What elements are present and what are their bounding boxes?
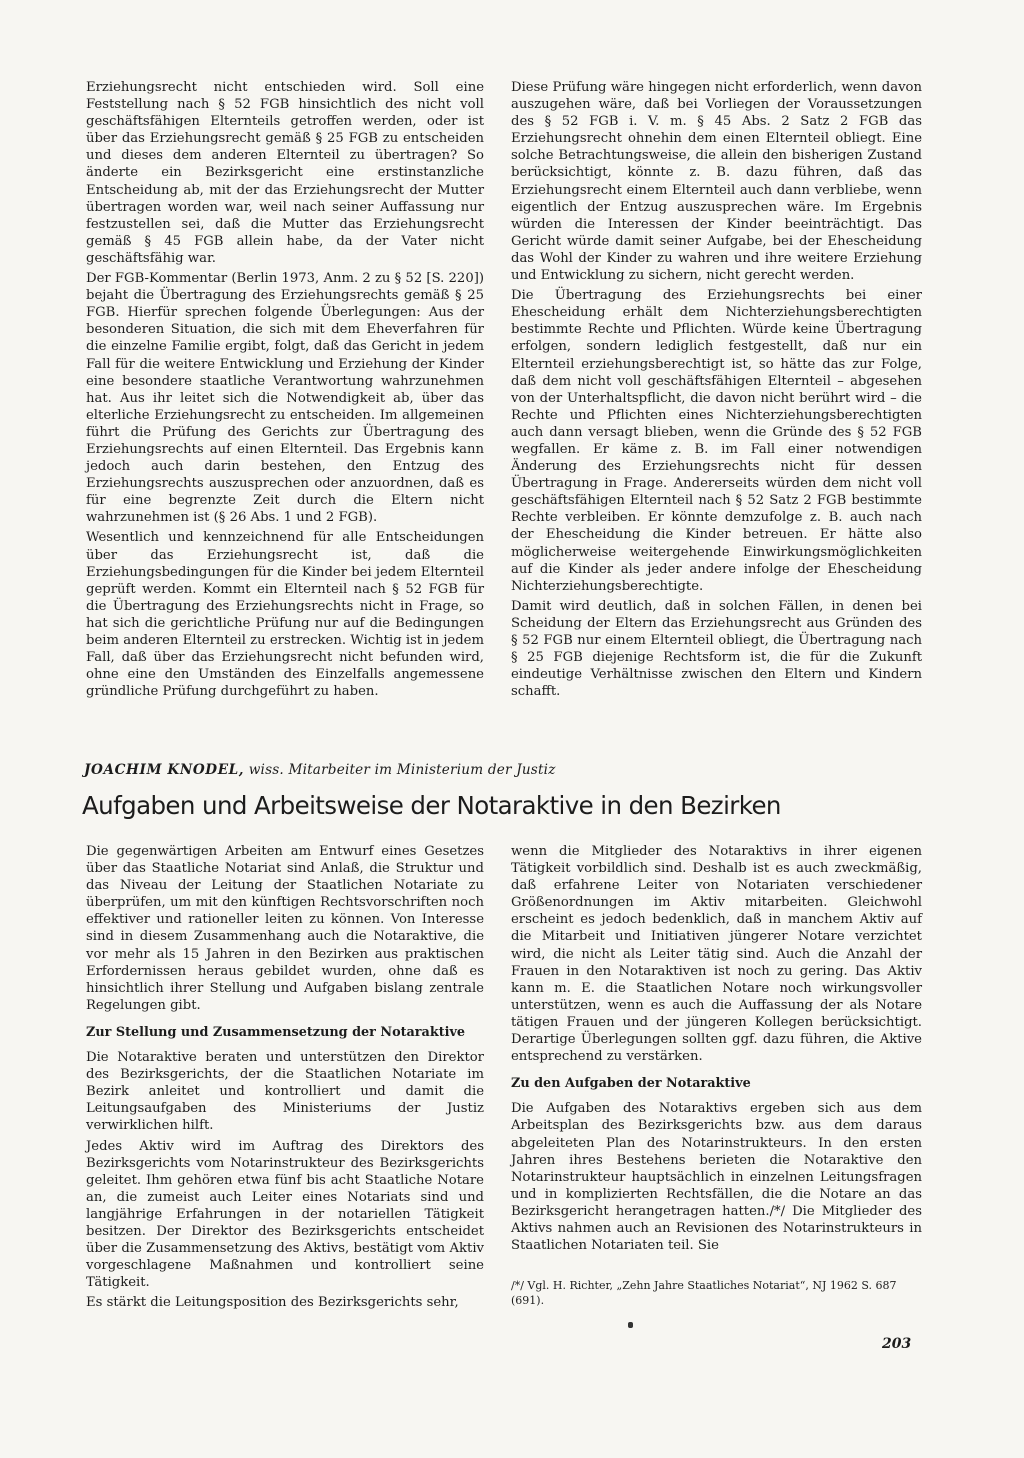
footnote: /*/ Vgl. H. Richter, „Zehn Jahre Staatliches Notariat“, NJ 1962 S. 687 (691). [511,1279,897,1308]
top-left-column [86,79,484,703]
author-name: JOACHIM KNODEL, [84,762,245,778]
paragraph: Die Aufgaben des Notaraktivs ergeben sich aus dem Arbeitsplan des Bezirksgerichts bzw. aus dem daraus abgeleiteten Plan des Notarinstrukteurs. In den ersten Jahren ihres Bestehens berieten die Notaraktive den Notarinstrukteur hauptsächlich in einzelnen Leitungsfragen und in komplizierten Rechtsfällen, die die Notare an das Bezirksgericht herangetragen hatten./*/ Die Mitglieder des Aktivs nahmen auch an Revisionen des Notarinstrukteurs in Staatlichen Notariaten teil. Sie [511,1101,922,1254]
author-line [84,762,924,778]
print-speck [628,1322,633,1328]
paragraph: Jedes Aktiv wird im Auftrag des Direktors des Bezirksgerichts vom Notarinstrukteur des Bezirksgerichts geleitet. Ihm gehören etwa fünf bis acht Staatliche Notare an, die zumeist auch Leiter eines Notariats sind und langjährige Erfahrungen in der notariellen Tätigkeit besitzen. Der Direktor des Bezirksgerichts entscheidet über die Zusammensetzung des Aktivs, bestätigt vom Aktiv vorgeschlagene Maßnahmen und kontrolliert seine Tätigkeit. [86,1138,484,1291]
paragraph: Die gegenwärtigen Arbeiten am Entwurf eines Gesetzes über das Staatliche Notariat sind Anlaß, die Struktur und das Niveau der Leitung der Staatlichen Notariate zu überprüfen, um mit den künftigen Rechtsvorschriften noch effektiver und rationeller leiten zu können. Von Interesse sind in diesem Zusammenhang auch die Notaraktive, die vor mehr als 15 Jahren in den Bezirken aus praktischen Erfordernissen heraus gebildet wurden, ohne daß es hinsichtlich ihrer Stellung und Aufgaben bislang zentrale Regelungen gibt. [86,844,484,1013]
section-heading: Zur Stellung und Zusammensetzung der Notaraktive [86,1024,466,1040]
paragraph: Die Notaraktive beraten und unterstützen den Direktor des Bezirksgerichts, der die Staatlichen Notariate im Bezirk anleitet und kontrolliert und damit die Leitungsaufgaben des Ministeriums der Justiz verwirklichen hilft. [86,1050,484,1134]
paragraph: Erziehungsrecht nicht entschieden wird. Soll eine Feststellung nach § 52 FGB hinsichtlich des nicht voll geschäftsfähigen Elternteils getroffen werden, oder ist über das Erziehungsrecht gemäß § 25 FGB zu entscheiden und dieses dem anderen Elternteil zu übertragen? So änderte ein Bezirksgericht eine erstinstanzliche Entscheidung ab, mit der das Erziehungsrecht der Mutter übertragen worden war, weil nach seiner Auffassung nur festzustellen sei, daß die Mutter das Erziehungsrecht gemäß § 45 FGB allein habe, da der Vater nicht geschäftsfähig war. [86,80,484,266]
paragraph: Diese Prüfung wäre hingegen nicht erforderlich, wenn davon auszugehen wäre, daß bei Vorliegen der Voraussetzungen des § 52 FGB i. V. m. § 45 Abs. 2 Satz 2 FGB das Erziehungsrecht ohnehin dem einen Elternteil obliegt. Eine solche Betrachtungsweise, die allein den bisherigen Zustand berücksichtigt, könnte z. B. dazu führen, daß das Erziehungsrecht einem Elternteil auch dann verbliebe, wenn eigentlich der Entzug auszusprechen wäre. Im Ergebnis würden die Interessen der Kinder beeinträchtigt. Das Gericht würde damit seiner Aufgabe, bei der Ehescheidung das Wohl der Kinder zu wahren und ihre weitere Erziehung und Entwicklung zu sichern, nicht gerecht werden. [511,80,922,284]
paragraph: Es stärkt die Leitungsposition des Bezirksgerichts sehr, [86,1295,459,1311]
paragraph: Wesentlich und kennzeichnend für alle Entscheidungen über das Erziehungsrecht ist, daß die Erziehungsbedingungen für die Kinder bei jedem Elternteil geprüft werden. Kommt ein Elternteil nach § 52 FGB für die Übertragung des Erziehungsrechts nicht in Frage, so hat sich die gerichtliche Prüfung nur auf die Bedingungen beim anderen Elternteil zu erstrecken. Wichtig ist in jedem Fall, daß über das Erziehungsrecht nicht befunden wird, ohne eine den Umständen des Einzelfalls angemessene gründliche Prüfung durchgeführt zu haben. [86,530,484,700]
page-number: 203 [882,1336,912,1352]
paragraph: Die Übertragung des Erziehungsrechts bei einer Ehescheidung erhält dem Nichterziehungsberechtigten bestimmte Rechte und Pflichten. Würde keine Übertragung erfolgen, sondern lediglich festgestellt, daß nur ein Elternteil erziehungsberechtigt ist, so hätte das zur Folge, daß dem nicht voll geschäftsfähigen Elternteil – abgesehen von der Unterhaltspflicht, die davon nicht berührt wird – die Rechte und Pflichten eines Nichterziehungsberechtigten auch dann versagt blieben, wenn die Gründe des § 52 FGB wegfallen. Er käme z. B. im Fall einer notwendigen Änderung des Erziehungsrechts nicht für dessen Übertragung in Frage. Andererseits würden dem nicht voll geschäftsfähigen Elternteil nach § 52 Satz 2 FGB bestimmte Rechte verbleiben. Er könnte demzufolge z. B. auch nach der Ehescheidung die Kinder betreuen. Er hätte also möglicherweise weitergehende Einwirkungsmöglichkeiten auf die Kinder als jeder andere infolge der Ehescheidung Nichterziehungsberechtigte. [511,288,922,594]
paragraph: wenn die Mitglieder des Notaraktivs in ihrer eigenen Tätigkeit vorbildlich sind. Deshalb ist es auch zweckmäßig, daß erfahrene Leiter von Notariaten verschiedener Größenordnungen im Aktiv mitarbeiten. Gleichwohl erscheint es jedoch bedenklich, daß in manchem Aktiv auf die Mitarbeit und Initiativen jüngerer Notare verzichtet wird, die nicht als Leiter tätig sind. Auch die Anzahl der Frauen in den Notaraktiven ist noch zu gering. Das Aktiv kann m. E. die Staatlichen Notare noch wirkungsvoller unterstützen, wenn es auch die Auffassung der als Notare tätigen Frauen und der jüngeren Kollegen berücksichtigt. Derartige Überlegungen sollten ggf. dazu führen, die Aktive entsprechend zu verstärken. [511,844,922,1065]
article-right-column [511,843,922,1311]
article-left-column [86,843,484,1314]
paragraph: Der FGB-Kommentar (Berlin 1973, Anm. 2 zu § 52 [S. 220]) bejaht die Übertragung des Erziehungsrechts gemäß § 25 FGB. Hierfür sprechen folgende Überlegungen: Aus der besonderen Situation, die sich mit dem Eheverfahren für die einzelne Familie ergibt, folgt, daß das Gericht in jedem Fall für die weitere Entwicklung und Erziehung der Kinder eine besondere staatliche Verantwortung wahrzunehmen hat. Aus ihr leitet sich die Notwendigkeit ab, über das elterliche Erziehungsrecht zu entscheiden. Im allgemeinen führt die Prüfung des Gerichts zur Übertragung des Erziehungsrechts auf einen Elternteil. Das Ergebnis kann jedoch auch darin bestehen, den Entzug des Erziehungsrechts auszusprechen oder anzuordnen, daß es für eine begrenzte Zeit durch die Eltern nicht wahrzunehmen ist (§ 26 Abs. 1 und 2 FGB). [86,271,484,526]
author-role: wiss. Mitarbeiter im Ministerium der Justiz [248,762,556,778]
top-right-column [511,79,922,703]
section-heading: Zu den Aufgaben der Notaraktive [511,1076,751,1092]
paragraph: Damit wird deutlich, daß in solchen Fällen, in denen bei Scheidung der Eltern das Erziehungsrecht aus Gründen des § 52 FGB nur einem Elternteil obliegt, die Übertragung nach § 25 FGB diejenige Rechtsform ist, die für die Zukunft eindeutige Verhältnisse zwischen den Eltern und Kindern schafft. [511,598,922,700]
article-title: Aufgaben und Arbeitsweise der Notaraktive in den Bezirken [82,791,781,820]
